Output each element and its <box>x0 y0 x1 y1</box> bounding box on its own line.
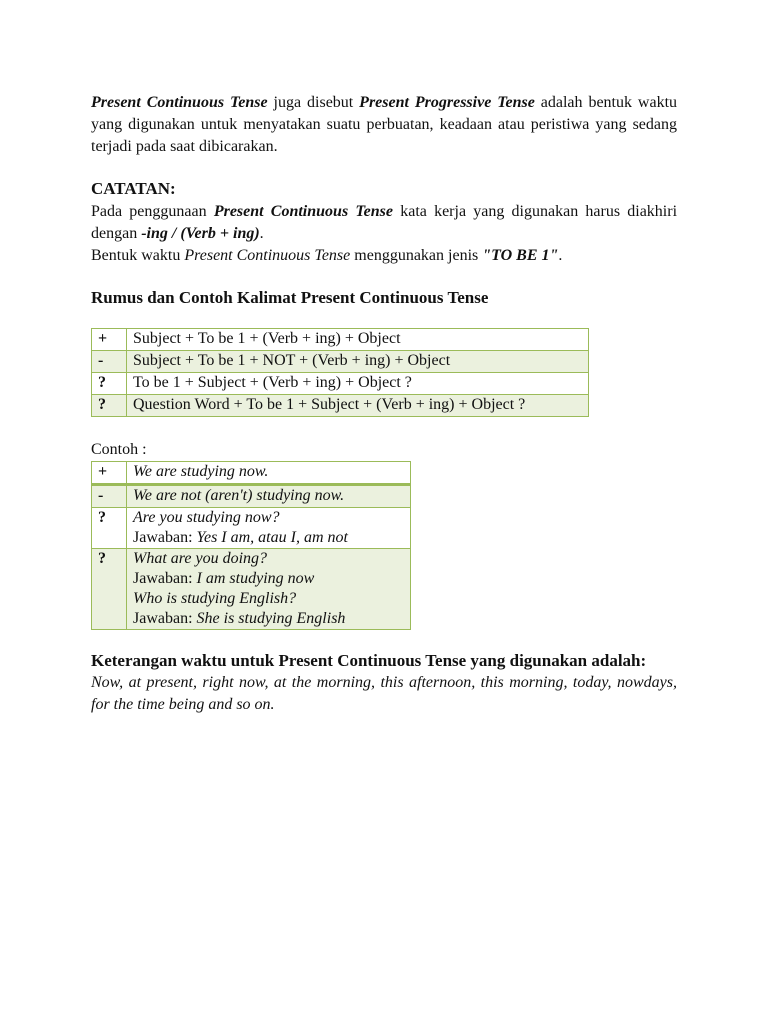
contoh-answer: Yes I am, atau I, am not <box>196 529 348 546</box>
contoh-question: What are you doing? <box>133 550 268 567</box>
contoh-answer-2: She is studying English <box>196 610 346 627</box>
rumus-row <box>92 373 589 395</box>
catatan-line1-b: kata kerja yang digunakan harus diakhiri dengan <box>91 203 678 242</box>
contoh-row <box>92 462 411 485</box>
contoh-symbol: ? <box>92 549 127 630</box>
catatan-line1-bold: -ing / (Verb + ing) <box>141 225 260 242</box>
catatan-line1-end: . <box>259 225 264 242</box>
catatan-line2-term: Present Continuous Tense <box>184 247 351 264</box>
rumus-row <box>92 329 589 351</box>
rumus-row <box>92 351 589 373</box>
contoh-cell <box>127 508 411 549</box>
contoh-sentence: We are not (aren't) studying now. <box>127 485 411 508</box>
contoh-answer-line <box>133 528 404 548</box>
rumus-formula: To be 1 + Subject + (Verb + ing) + Object ? <box>127 373 589 395</box>
catatan-line2-b: menggunakan jenis <box>350 247 483 264</box>
catatan-line1-term: Present Continuous Tense <box>213 203 394 220</box>
rumus-symbol: + <box>92 329 127 351</box>
intro-term-2: Present Progressive Tense <box>359 94 535 111</box>
document-page <box>91 92 677 716</box>
contoh-cell <box>127 549 411 630</box>
contoh-symbol: - <box>92 485 127 508</box>
intro-text-2: adalah bentuk waktu yang digunakan untuk menyatakan suatu perbuatan, keadaan atau peristiwa yang sedang terjadi pada saat dibicarakan. <box>91 94 678 155</box>
contoh-row <box>92 485 411 508</box>
contoh-row <box>92 549 411 630</box>
contoh-symbol: ? <box>92 508 127 549</box>
contoh-table <box>91 461 411 630</box>
contoh-question-2: Who is studying English? <box>133 590 297 607</box>
keterangan-title: Keterangan waktu untuk Present Continuous Tense yang digunakan adalah: <box>91 651 647 670</box>
catatan-line2-bold: "TO BE 1" <box>482 247 559 264</box>
keterangan-text: Now, at present, right now, at the morning, this afternoon, this morning, today, nowdays, for the time being and so on. <box>91 674 677 713</box>
intro-paragraph <box>91 92 677 158</box>
catatan-line1-a: Pada penggunaan <box>91 203 214 220</box>
contoh-answer: I am studying now <box>196 570 315 587</box>
contoh-row <box>92 508 411 549</box>
intro-text-1: juga disebut <box>267 94 360 111</box>
rumus-formula: Question Word + To be 1 + Subject + (Verb + ing) + Object ? <box>127 395 589 417</box>
rumus-symbol: - <box>92 351 127 373</box>
contoh-answer-line <box>133 569 404 589</box>
rumus-formula: Subject + To be 1 + (Verb + ing) + Object <box>127 329 589 351</box>
contoh-symbol: + <box>92 462 127 485</box>
contoh-answer-label-2: Jawaban: <box>133 610 197 627</box>
contoh-answer-label: Jawaban: <box>133 570 197 587</box>
rumus-symbol: ? <box>92 395 127 417</box>
contoh-sentence: We are studying now. <box>127 462 411 485</box>
contoh-answer-line-2 <box>133 609 404 629</box>
contoh-label: Contoh : <box>91 441 147 458</box>
rumus-title: Rumus dan Contoh Kalimat Present Continuous Tense <box>91 288 489 307</box>
catatan-title: CATATAN: <box>91 179 176 198</box>
catatan-line2-end: . <box>558 247 563 264</box>
rumus-formula: Subject + To be 1 + NOT + (Verb + ing) + Object <box>127 351 589 373</box>
intro-term-1: Present Continuous Tense <box>91 94 268 111</box>
catatan-line2-a: Bentuk waktu <box>91 247 185 264</box>
contoh-question: Are you studying now? <box>133 509 280 526</box>
contoh-answer-label: Jawaban: <box>133 529 197 546</box>
catatan-line-2 <box>91 245 677 267</box>
catatan-line-1 <box>91 201 677 245</box>
rumus-table <box>91 328 589 417</box>
rumus-symbol: ? <box>92 373 127 395</box>
rumus-row <box>92 395 589 417</box>
